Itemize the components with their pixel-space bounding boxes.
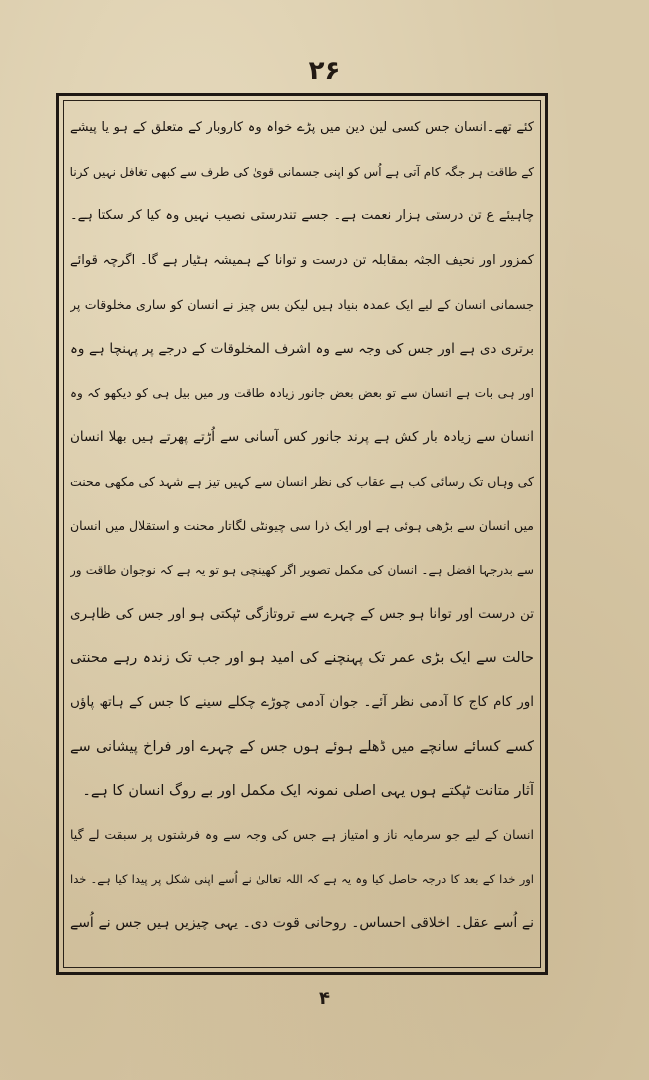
page-footer-mark: ۴: [319, 988, 330, 1009]
text-line: کے طاقت ہر جگہ کام آتی ہے اُس کو اپنی جسمانی قویٰ کی طرف سے کبھی تغافل نہیں کرنا: [70, 165, 534, 180]
page-number: ۲۶: [308, 56, 341, 86]
text-line: کمزور اور نحیف الجثہ بمقابلہ تن درست و توانا کے ہمیشہ ہٹیار ہے گا۔ اگرچہ قوائے: [70, 252, 534, 268]
text-line: کئے تھے۔انسان جس کسی لین دین میں پڑے خواہ وہ کاروبار کے متعلق کے ہو یا پیشے: [70, 120, 534, 135]
text-line: تن درست اور توانا ہو جس کے چہرے سے تروتازگی ٹپکتی ہو اور جس کی ظاہری: [70, 606, 534, 623]
text-line: برتری دی ہے اور جس کی وجہ سے وہ اشرف المخلوقات کے درجے پر پہنچا ہے وہ: [70, 340, 534, 357]
text-line: کی وہاں تک رسائی کب ہے عقاب کی نظر انسان سے کہیں تیز ہے شہد کی مکھی محنت: [70, 473, 534, 489]
text-line: نے اُسے عقل۔ اخلاقی احساس۔ روحانی قوت دی۔ یہی چیزیں ہیں جس نے اُسے: [70, 915, 534, 932]
text-line: اور ہی بات ہے انسان سے تو بعض بعض جانور زیادہ طاقت ور میں بیل ہی کو دیکھو کہ وہ: [70, 386, 534, 401]
text-line: اور خدا کے بعد کا درجہ حاصل کیا وہ یہ ہے کہ اللہ تعالیٰ نے اُسے اپنی شکل پر پیدا کیا ہے۔ خدا: [70, 872, 534, 887]
text-line: سے بدرجہا افضل ہے۔ انسان کی مکمل تصویر اگر کھینچی ہو تو یہ ہے کہ نوجوان طاقت ور: [70, 562, 534, 577]
text-line: آثار متانت ٹپکتے ہوں یہی اصلی نمونہ ایک مکمل اور بے روگ انسان کا ہے۔: [82, 782, 534, 799]
text-line: انسان کے لیے جو سرمایہ ناز و امتیاز ہے جس کی وجہ سے وہ فرشتوں پر سبقت لے گیا: [70, 827, 534, 842]
body-text: [70, 106, 534, 946]
text-line: جسمانی انسان کے لیے ایک عمدہ بنیاد ہیں لیکن بس چیز نے انسان کو ساری مخلوقات پر: [70, 296, 534, 312]
text-line: میں انسان سے بڑھی ہوئی ہے اور ایک ذرا سی چیونٹی لگاتار محنت و استقلال میں انسان: [70, 517, 534, 533]
text-line: انسان سے زیادہ بار کش ہے پرند جانور کس آسانی سے اُڑتے پھرتے ہیں بھلا انسان: [70, 429, 534, 446]
text-line: حالت سے ایک بڑی عمر تک پہنچنے کی امید ہو اور جب تک زندہ رہے محنتی: [70, 650, 534, 667]
text-line: چاہیئے ع تن درستی ہزار نعمت ہے۔ جسے تندرستی نصیب نہیں وہ کیا کر سکتا ہے۔: [70, 208, 534, 224]
text-line: اور کام کاج کا آدمی نظر آئے۔ جوان آدمی چوڑے چکلے سینے کا جس کے ہاتھ پاؤں: [70, 694, 534, 711]
text-line: کسے کسائے سانچے میں ڈھلے ہوئے ہوں جس کے چہرے اور فراخ پیشانی سے: [70, 738, 534, 755]
